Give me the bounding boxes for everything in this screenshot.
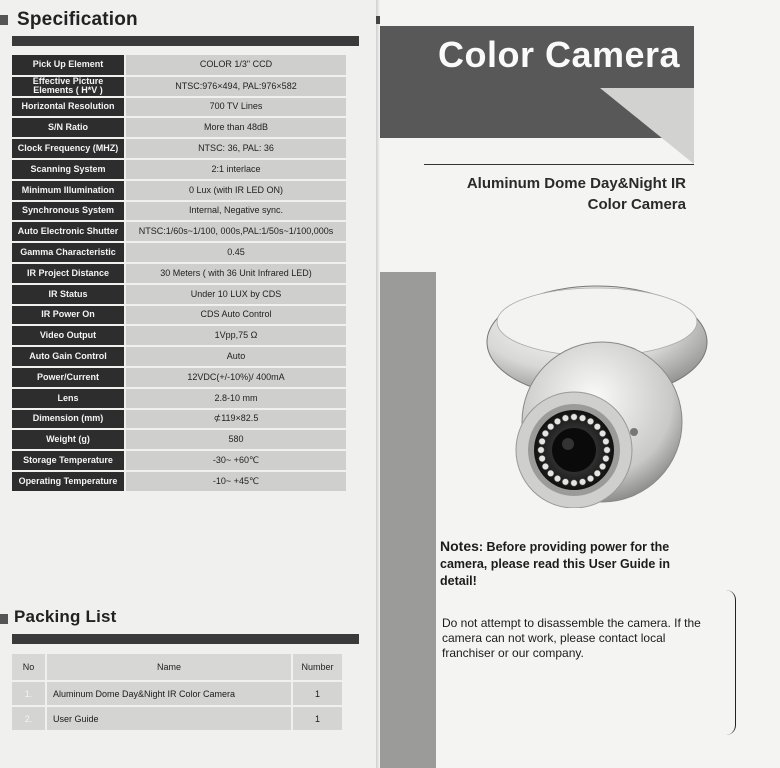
- table-row: [12, 180, 346, 201]
- spec-value: 0 Lux (with IR LED ON): [125, 180, 346, 201]
- ir-led-mark: [603, 438, 609, 444]
- spec-value: 1Vpp,75 Ω: [125, 325, 346, 346]
- table-row: [12, 471, 346, 492]
- spec-label: Scanning System: [12, 159, 125, 180]
- ir-led-mark: [604, 447, 610, 453]
- ir-led-mark: [554, 475, 560, 481]
- header-name: Name: [46, 654, 292, 681]
- table-row: [12, 76, 346, 97]
- specification-title: Specification: [17, 9, 138, 30]
- spec-label: Synchronous System: [12, 201, 125, 222]
- table-row: [12, 305, 346, 326]
- spec-value: Internal, Negative sync.: [125, 201, 346, 222]
- section-marker: [0, 15, 8, 25]
- dome-camera-image: [484, 282, 710, 508]
- spec-label: Effective Picture Elements ( H*V ): [12, 76, 125, 97]
- table-row: [12, 388, 346, 409]
- table-row: [12, 263, 346, 284]
- ir-led-mark: [599, 430, 605, 436]
- section-marker: [0, 614, 8, 624]
- table-row: [12, 367, 346, 388]
- packing-list-table: [12, 654, 342, 732]
- specification-table: [12, 55, 346, 493]
- packing-list-title: Packing List: [14, 607, 117, 626]
- table-row: [12, 450, 346, 471]
- ir-led-mark: [594, 470, 600, 476]
- table-row: [12, 221, 346, 242]
- ir-led-mark: [539, 438, 545, 444]
- right-page: [380, 0, 780, 768]
- ir-led-mark: [547, 470, 553, 476]
- spec-value: NTSC: 36, PAL: 36: [125, 138, 346, 159]
- header-no: No: [12, 654, 46, 681]
- spec-value: Under 10 LUX by CDS: [125, 284, 346, 305]
- subtitle-line-2: Color Camera: [587, 196, 686, 213]
- spec-value: COLOR 1/3" CCD: [125, 55, 346, 76]
- specification-bar: [12, 36, 359, 46]
- spec-label: Auto Gain Control: [12, 346, 125, 367]
- row-name: User Guide: [46, 706, 292, 731]
- table-row: [12, 117, 346, 138]
- notes-text: : Before providing power for the camera, please read this User Guide in detail!: [440, 540, 670, 588]
- spec-label: Video Output: [12, 325, 125, 346]
- spec-label: S/N Ratio: [12, 117, 125, 138]
- spec-label: Dimension (mm): [12, 409, 125, 430]
- table-row: [12, 346, 346, 367]
- row-number: 1: [292, 706, 342, 731]
- ir-led-mark: [587, 418, 593, 424]
- spec-label: IR Project Distance: [12, 263, 125, 284]
- ir-led-mark: [562, 415, 568, 421]
- spec-value: ⊄119×82.5: [125, 409, 346, 430]
- ir-led-mark: [587, 475, 593, 481]
- spec-label: Gamma Characteristic: [12, 242, 125, 263]
- ir-led-mark: [571, 414, 577, 420]
- spec-value: CDS Auto Control: [125, 305, 346, 326]
- spec-label: Clock Frequency (MHZ): [12, 138, 125, 159]
- header-number: Number: [292, 654, 342, 681]
- spec-value: 30 Meters ( with 36 Unit Infrared LED): [125, 263, 346, 284]
- packing-header-row: [12, 654, 342, 681]
- ir-led-mark: [579, 479, 585, 485]
- spec-value: 0.45: [125, 242, 346, 263]
- row-no: 2.: [12, 706, 46, 731]
- spec-value: Auto: [125, 346, 346, 367]
- row-name: Aluminum Dome Day&Night IR Color Camera: [46, 681, 292, 706]
- spec-value: NTSC:1/60s~1/100, 000s,PAL:1/50s~1/100,000s: [125, 221, 346, 242]
- spec-label: Operating Temperature: [12, 471, 125, 492]
- table-row: [12, 681, 342, 706]
- table-row: [12, 201, 346, 222]
- ir-led-mark: [547, 423, 553, 429]
- spec-value: -10~ +45℃: [125, 471, 346, 492]
- spec-label: IR Power On: [12, 305, 125, 326]
- spec-value: 2.8-10 mm: [125, 388, 346, 409]
- spec-value: 580: [125, 429, 346, 450]
- ir-led-mark: [538, 447, 544, 453]
- table-row: [12, 55, 346, 76]
- spec-value: 12VDC(+/-10%)/ 400mA: [125, 367, 346, 388]
- spec-label: Pick Up Element: [12, 55, 125, 76]
- subtitle-line-1: Aluminum Dome Day&Night IR: [466, 175, 686, 192]
- ir-led-mark: [539, 455, 545, 461]
- ir-led-mark: [603, 455, 609, 461]
- notes-label: Notes: [440, 538, 479, 554]
- spec-label: Lens: [12, 388, 125, 409]
- ir-led-mark: [579, 415, 585, 421]
- warning-text: Do not attempt to disassemble the camera. If the camera can not work, please contact local franchiser or our company.: [442, 616, 701, 660]
- spec-value: 2:1 interlace: [125, 159, 346, 180]
- spec-label: Storage Temperature: [12, 450, 125, 471]
- ir-led-mark: [599, 463, 605, 469]
- ir-led-mark: [571, 480, 577, 486]
- ir-led-mark: [542, 430, 548, 436]
- spec-value: 700 TV Lines: [125, 97, 346, 118]
- table-row: [12, 284, 346, 305]
- table-row: [12, 325, 346, 346]
- table-row: [12, 409, 346, 430]
- spec-value: More than 48dB: [125, 117, 346, 138]
- spec-label: Minimum Illumination: [12, 180, 125, 201]
- notes-block: [440, 538, 690, 590]
- spec-label: Horizontal Resolution: [12, 97, 125, 118]
- cover-subtitle: [420, 173, 686, 215]
- row-number: 1: [292, 681, 342, 706]
- cover-title: Color Camera: [438, 34, 681, 75]
- ir-led-mark: [562, 479, 568, 485]
- packing-list-bar: [12, 634, 359, 644]
- ir-led-mark: [542, 463, 548, 469]
- spec-label: Auto Electronic Shutter: [12, 221, 125, 242]
- spec-value: NTSC:976×494, PAL:976×582: [125, 76, 346, 97]
- table-row: [12, 706, 342, 731]
- title-rule: [424, 164, 694, 165]
- table-row: [12, 429, 346, 450]
- table-row: [12, 242, 346, 263]
- ir-led-mark: [594, 423, 600, 429]
- left-page: [0, 0, 376, 768]
- spec-label: Power/Current: [12, 367, 125, 388]
- table-row: [12, 97, 346, 118]
- spec-label: IR Status: [12, 284, 125, 305]
- bracket-line: [726, 590, 736, 735]
- table-row: [12, 138, 346, 159]
- spec-value: -30~ +60℃: [125, 450, 346, 471]
- row-no: 1.: [12, 681, 46, 706]
- side-strip: [380, 272, 436, 768]
- spec-label: Weight (g): [12, 429, 125, 450]
- table-row: [12, 159, 346, 180]
- ir-led-mark: [554, 418, 560, 424]
